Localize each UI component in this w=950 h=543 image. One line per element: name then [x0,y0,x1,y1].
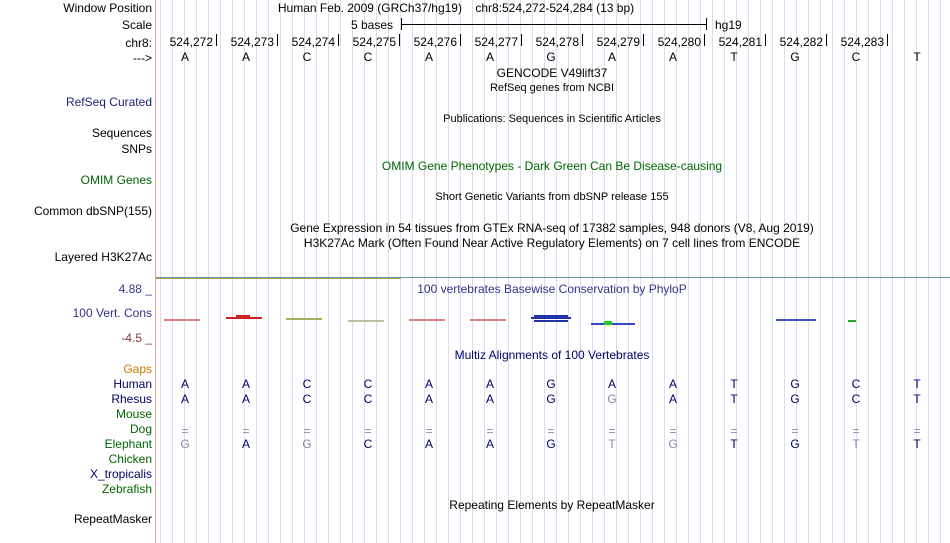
gridline [724,0,725,543]
base-cell: G [180,437,190,451]
gridline [460,0,461,543]
base-cell: C [302,50,312,64]
base-cell: A [485,377,494,391]
label-zebrafish[interactable]: Zebrafish [101,482,152,496]
conservation-mark [286,318,322,320]
base-cell: G [546,377,556,391]
base-cell: A [241,437,250,451]
h3k27ac-track-title[interactable]: H3K27Ac Mark (Often Found Near Active Regulatory Elements) on 7 cell lines from ENCODE [303,236,801,250]
base-cell: = [791,424,799,438]
base-cell: = [852,424,860,438]
conservation-track-title[interactable]: 100 vertebrates Basewise Conservation by PhyloP [417,282,687,296]
gridline [760,0,761,543]
gridline [412,0,413,543]
base-cell: = [242,424,250,438]
base-cell: = [486,424,494,438]
coordinate-label: 524,272 [169,35,213,49]
gencode-track-title[interactable]: GENCODE V49lift37 [496,66,608,80]
scale-bar [401,24,706,25]
gridline [160,0,161,543]
gridline [640,0,641,543]
base-cell: G [546,437,556,451]
coordinate-label: 524,277 [474,35,518,49]
base-cell: C [851,50,861,64]
gridline [400,0,401,543]
base-cell: A [424,437,433,451]
coordinate-label: 524,279 [596,35,640,49]
gridline [652,0,653,543]
base-cell: G [790,392,800,406]
gridline [784,0,785,543]
base-cell: G [302,437,312,451]
coordinate-label: 524,282 [779,35,823,49]
coordinate-label: 524,276 [413,35,457,49]
conservation-mark [236,315,250,318]
gridline [892,0,893,543]
multiz-track-title[interactable]: Multiz Alignments of 100 Vertebrates [454,348,650,362]
coordinate-label: 524,281 [718,35,762,49]
base-cell: T [730,377,738,391]
label-scale[interactable]: Scale [121,18,152,32]
base-cell: = [608,424,616,438]
base-cell: C [302,377,312,391]
base-cell: T [913,437,921,451]
base-cell: A [241,50,250,64]
base-cell: A [180,377,189,391]
base-cell: T [608,437,616,451]
label-omim[interactable]: OMIM Genes [80,173,152,187]
base-cell: = [913,424,921,438]
gridline [376,0,377,543]
label-human[interactable]: Human [113,377,152,391]
label-xtropicalis[interactable]: X_tropicalis [89,467,152,481]
genome-browser-image[interactable] [156,0,950,543]
scale-db: hg19 [715,18,742,32]
label-elephant[interactable]: Elephant [104,437,152,451]
gridline [664,0,665,543]
label-sequences[interactable]: Sequences [91,126,152,140]
base-cell: G [546,392,556,406]
base-cell: = [547,424,555,438]
label-refseq[interactable]: RefSeq Curated [65,95,152,109]
gridline [856,0,857,543]
label-dbsnp[interactable]: Common dbSNP(155) [33,204,152,218]
gridline [328,0,329,543]
coordinate-tick [887,34,888,46]
gridline [676,0,677,543]
label-chr[interactable]: chr8: [125,36,152,50]
gridline [256,0,257,543]
base-cell: T [913,392,921,406]
base-cell: A [668,392,677,406]
base-cell: T [913,377,921,391]
gridline [352,0,353,543]
label-cons[interactable]: 100 Vert. Cons [72,306,152,320]
gridline [280,0,281,543]
gridline [232,0,233,543]
gridline [340,0,341,543]
scale-cap-right [706,18,707,30]
base-cell: = [730,424,738,438]
coordinate-label: 524,278 [535,35,579,49]
label-repeatmasker[interactable]: RepeatMasker [73,512,152,526]
conservation-mark [531,317,571,319]
gridline [316,0,317,543]
base-cell: A [607,377,616,391]
base-cell: C [363,392,373,406]
conservation-mark [470,319,506,321]
label-snps[interactable]: SNPs [121,142,152,156]
gridline [916,0,917,543]
gridline [628,0,629,543]
gridline [472,0,473,543]
conservation-mark [534,315,568,317]
refseq-track-title[interactable]: RefSeq genes from NCBI [489,82,615,94]
conservation-mark [534,320,568,322]
gridline [304,0,305,543]
base-cell: T [730,437,738,451]
gridline [904,0,905,543]
coordinate-label: 524,280 [657,35,701,49]
gridline [244,0,245,543]
gridline [196,0,197,543]
conservation-mark [348,320,384,322]
base-cell: A [668,377,677,391]
gridline [880,0,881,543]
coordinate-label: 524,275 [352,35,396,49]
gridline [832,0,833,543]
base-cell: C [363,50,373,64]
base-cell: T [913,50,921,64]
base-cell: C [363,377,373,391]
label-gaps[interactable]: Gaps [123,362,152,376]
base-cell: T [730,392,738,406]
label-rhesus[interactable]: Rhesus [111,392,152,406]
base-cell: A [241,392,250,406]
conservation-mark [164,319,200,321]
gridline [868,0,869,543]
gridline [616,0,617,543]
gridline [448,0,449,543]
dbsnp-track-title[interactable]: Short Genetic Variants from dbSNP release 155 [435,191,669,203]
label-cons-max[interactable]: 4.88 _ [118,282,152,296]
base-cell: = [181,424,189,438]
gridline [736,0,737,543]
gridline [748,0,749,543]
gridline [928,0,929,543]
base-cell: A [424,50,433,64]
base-cell: C [302,392,312,406]
conservation-mark [409,319,445,321]
track-labels [0,0,155,543]
base-cell: A [668,50,677,64]
gridline [268,0,269,543]
base-cell: A [180,50,189,64]
gridline [172,0,173,543]
label-arrow[interactable]: ---> [133,51,152,65]
label-window-position[interactable]: Window Position [63,1,152,15]
gridline [844,0,845,543]
base-cell: G [607,392,617,406]
gridline [220,0,221,543]
coordinate-label: 524,273 [230,35,274,49]
gridline [484,0,485,543]
base-cell: = [425,424,433,438]
gridline [712,0,713,543]
base-cell: A [485,50,494,64]
base-cell: T [730,50,738,64]
gridline [808,0,809,543]
base-cell: A [180,392,189,406]
conservation-mark [776,319,816,321]
gridline [292,0,293,543]
publications-track-title[interactable]: Publications: Sequences in Scientific Articles [443,113,661,125]
repeatmasker-track-title[interactable]: Repeating Elements by RepeatMasker [449,498,655,512]
gridline [388,0,389,543]
conservation-mark [591,323,635,325]
base-cell: C [851,377,861,391]
base-cell: A [485,437,494,451]
h3k27ac-signal-line-2 [156,278,401,279]
coordinate-label: 524,283 [840,35,884,49]
base-cell: A [485,392,494,406]
gridline [424,0,425,543]
conservation-mark [848,320,856,322]
gridline [772,0,773,543]
coordinate-label: 524,274 [291,35,335,49]
gtex-track-title[interactable]: Gene Expression in 54 tissues from GTEx RNA-seq of 17382 samples, 948 donors (V8, Aug 2019) [290,221,814,235]
base-cell: G [790,437,800,451]
base-cell: = [669,424,677,438]
gridline [364,0,365,543]
base-cell: G [668,437,678,451]
base-cell: = [303,424,311,438]
label-chicken[interactable]: Chicken [108,452,152,466]
gridline [688,0,689,543]
gridline [184,0,185,543]
base-cell: T [852,437,860,451]
base-cell: A [424,377,433,391]
base-cell: G [790,50,800,64]
omim-track-title[interactable]: OMIM Gene Phenotypes - Dark Green Can Be Disease-causing [381,159,723,173]
gridline [700,0,701,543]
label-mouse[interactable]: Mouse [115,407,152,421]
gridline [820,0,821,543]
assembly-title: Human Feb. 2009 (GRCh37/hg19) chr8:524,272-524,284 (13 bp) [277,1,635,15]
conservation-mark [604,321,612,325]
base-cell: G [790,377,800,391]
gridline [940,0,941,543]
base-cell: A [424,392,433,406]
gridline [436,0,437,543]
gridline [796,0,797,543]
label-dog[interactable]: Dog [129,422,152,436]
label-cons-min[interactable]: -4.5 _ [121,331,152,345]
base-cell: C [851,392,861,406]
base-cell: A [241,377,250,391]
label-h3k27ac[interactable]: Layered H3K27Ac [54,250,152,264]
base-cell: C [363,437,373,451]
base-cell: G [546,50,556,64]
scale-label: 5 bases [351,18,394,32]
base-cell: = [364,424,372,438]
base-cell: A [607,50,616,64]
gridline [208,0,209,543]
